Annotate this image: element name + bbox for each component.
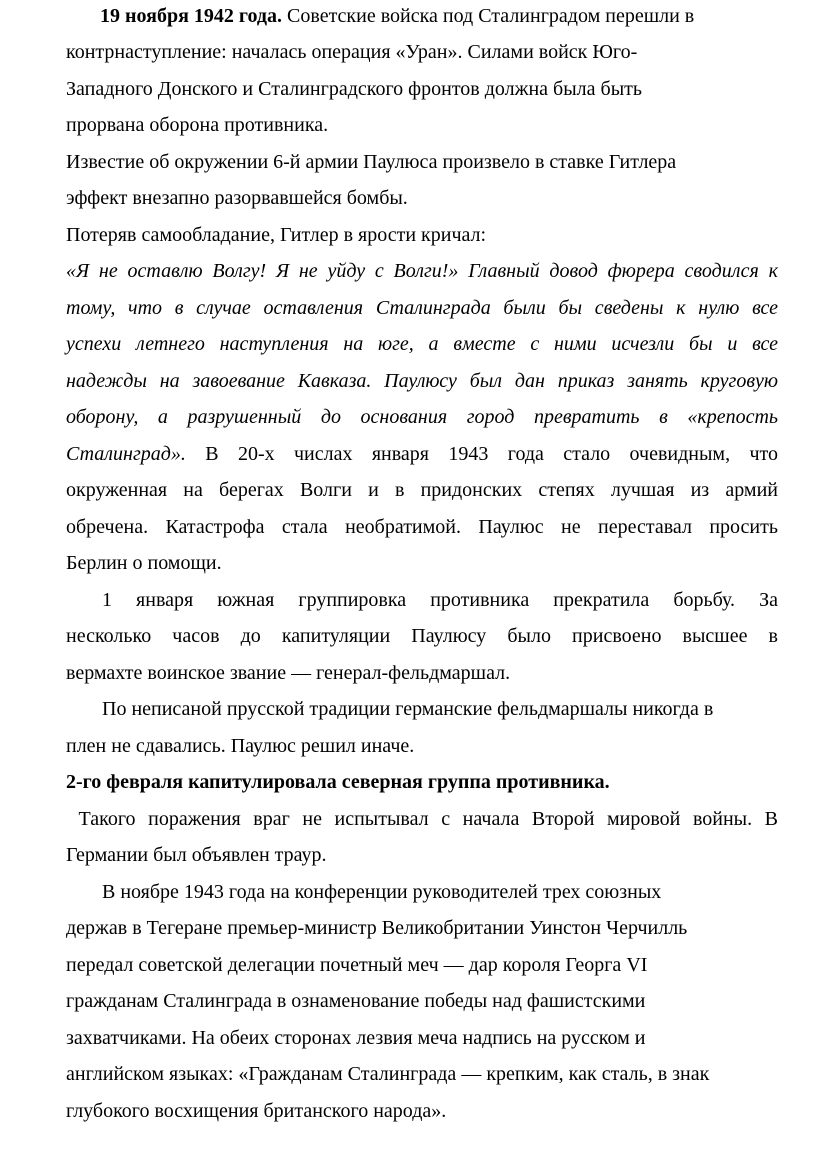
paragraph-1-line-3: Западного Донского и Сталинградского фронтов должна была быть [66, 78, 642, 100]
paragraph-9-line-5: захватчиками. На обеих сторонах лезвия меча надпись на русском и [66, 1027, 646, 1049]
paragraph-1-line-2: контрнаступление: началась операция «Уран». Силами войск Юго- [66, 41, 638, 63]
paragraph-7-bold-line: 2-го февраля капитулировала северная группа противника. [66, 771, 610, 793]
paragraph-1-line-4: прорвана оборона противника. [66, 114, 329, 136]
paragraph-9-line-4: гражданам Сталинграда в ознаменование победы над фашистскими [66, 990, 646, 1012]
paragraph-9-line-6: английском языках: «Гражданам Сталинграда — крепким, как сталь, в знак [66, 1063, 710, 1085]
quote-end: Сталинград». [66, 443, 186, 465]
paragraph-4-line-7: окруженная на берегах Волги и в придонских степях лучшая из армий [66, 479, 778, 501]
paragraph-2-line-1: Известие об окружении 6-й армии Паулюса произвело в ставке Гитлера [66, 151, 677, 173]
quote-line-1: «Я не оставлю Волгу! Я не уйду с Волги!» Главный довод фюрера сводился к [66, 260, 778, 282]
paragraph-1-line-1 [100, 4, 694, 28]
quote-line-2: тому, что в случае оставления Сталинграда были бы сведены к нулю все [66, 297, 778, 319]
paragraph-5-line-2: несколько часов до капитуляции Паулюсу было присвоено высшее в [66, 625, 778, 647]
date-heading: 19 ноября 1942 года. [100, 5, 283, 27]
paragraph-9-line-3: передал советской делегации почетный меч — дар короля Георга VI [66, 954, 648, 976]
paragraph-3-line-1: Потеряв самообладание, Гитлер в ярости кричал: [66, 224, 487, 246]
quote-line-5: оборону, а разрушенный до основания город превратить в «крепость [66, 406, 778, 428]
paragraph-4-line-8: обречена. Катастрофа стала необратимой. Паулюс не переставал просить [66, 516, 778, 538]
text: Советские войска под Сталинградом перешли в [282, 5, 695, 27]
paragraph-8-line-1: Такого поражения враг не испытывал с начала Второй мировой войны. В [66, 808, 778, 830]
paragraph-6-line-1: По неписаной прусской традиции германские фельдмаршалы никогда в [102, 698, 714, 720]
text: В 20-х числах января 1943 года стало очевидным, что [185, 443, 778, 465]
paragraph-9-line-7: глубокого восхищения британского народа». [66, 1100, 447, 1122]
paragraph-2-line-2: эффект внезапно разорвавшейся бомбы. [66, 187, 408, 209]
paragraph-5-line-3: вермахте воинское звание — генерал-фельдмаршал. [66, 662, 511, 684]
paragraph-8-line-2: Германии был объявлен траур. [66, 844, 327, 866]
paragraph-9-line-1: В ноябре 1943 года на конференции руководителей трех союзных [102, 881, 662, 903]
paragraph-5-line-1: 1 января южная группировка противника прекратила борьбу. За [102, 589, 778, 611]
paragraph-4-line-9: Берлин о помощи. [66, 552, 222, 574]
paragraph-6-line-2: плен не сдавались. Паулюс решил иначе. [66, 735, 415, 757]
paragraph-4-line-6 [66, 442, 778, 466]
quote-line-4: надежды на завоевание Кавказа. Паулюсу был дан приказ занять круговую [66, 370, 778, 392]
quote-line-3: успехи летнего наступления на юге, а вместе с ними исчезли бы и все [66, 333, 778, 355]
paragraph-9-line-2: держав в Тегеране премьер-министр Великобритании Уинстон Черчилль [66, 917, 688, 939]
